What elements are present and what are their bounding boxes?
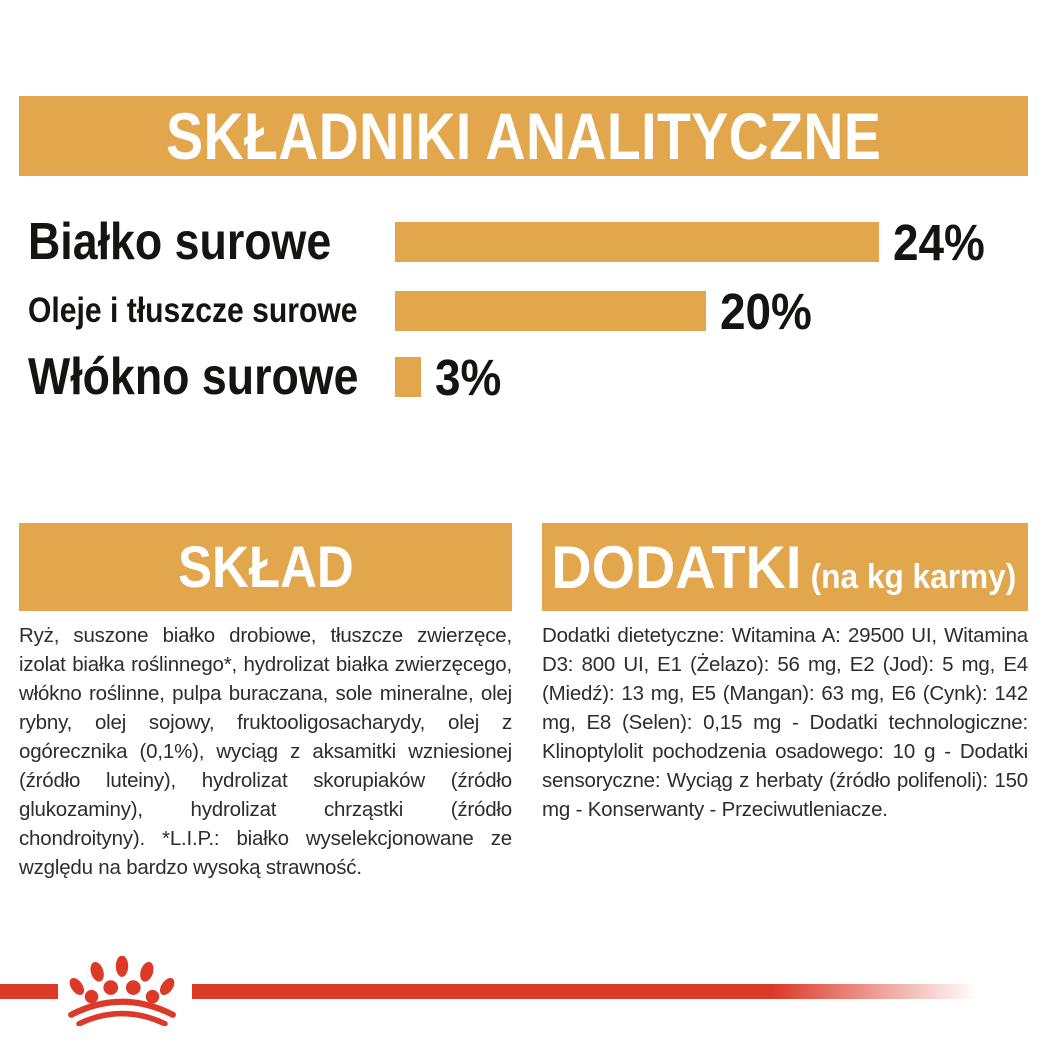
composition-banner (19, 523, 512, 611)
chart-row-protein (28, 213, 1028, 271)
additives-title: DODATKI (551, 533, 802, 601)
composition-title: SKŁAD (177, 534, 354, 600)
chart-label-fat: Oleje i tłuszcze surowe (28, 291, 358, 330)
chart-value-fibre: 3% (435, 348, 502, 406)
additives-banner (542, 523, 1028, 611)
brand-line-left-segment (0, 984, 58, 999)
chart-row-fat (28, 282, 1028, 340)
additives-title-group (542, 533, 1016, 602)
analytical-constituents-title: SKŁADNIKI ANALITYCZNE (165, 99, 882, 173)
brand-line-right-segment (192, 984, 978, 999)
chart-value-protein: 24% (893, 213, 985, 271)
chart-value-fat: 20% (720, 282, 812, 340)
royal-canin-crown-logo-icon (64, 956, 180, 1026)
analytical-constituents-banner (19, 96, 1028, 176)
additives-body: Dodatki dietetyczne: Witamina A: 29500 UI, Witamina D3: 800 UI, E1 (Żelazo): 56 mg, E2 (Jod): 5 mg, E4 (Miedź): 13 mg, E5 (Mangan): 63 mg, E6 (Cynk): 142 mg, E8 (Selen): 0,15 mg - Dodatki technologiczne: Klinoptylolit pochodzenia osadowego: 10 g - Dodatki sensoryczne: Wyciąg z herbaty (źródło polifenoli): 150 mg - Konserwanty - Przeciwutleniacze. (542, 624, 1028, 821)
chart-label-fibre: Włókno surowe (28, 348, 359, 406)
chart-bar-fat (395, 291, 706, 331)
composition-body: Ryż, suszone białko drobiowe, tłuszcze zwierzęce, izolat białka roślinnego*, hydrolizat białka zwierzęcego, włókno roślinne, pulpa buraczana, sole mineralne, olej rybny, olej sojowy, fruktooligosacharydy, olej z ogórecznika (0,1%), wyciąg z aksamitki wzniesionej (źródło luteiny), hydrolizat skorupiaków (źródło glukozaminy), hydrolizat chrząstki (źródło chondroityny). *L.I.P.: białko wyselekcjonowane ze względu na bardzo wysoką strawność. (19, 624, 512, 879)
chart-bar-protein (395, 222, 879, 262)
additives-title-suffix: (na kg karmy) (810, 557, 1017, 596)
chart-label-protein: Białko surowe (28, 213, 332, 271)
chart-bar-fibre (395, 357, 421, 397)
chart-row-fibre (28, 348, 1028, 406)
